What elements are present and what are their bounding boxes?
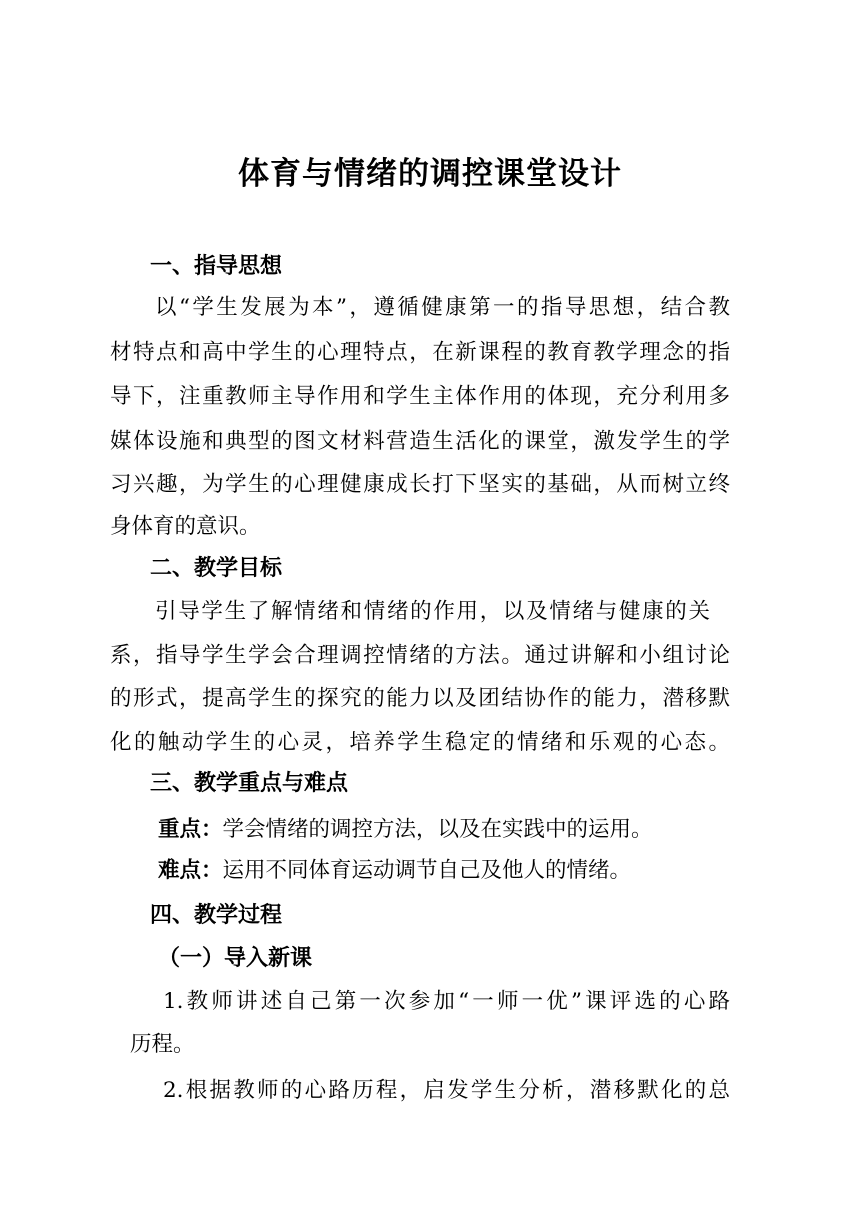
focus-text: 学会情绪的调控方法，以及在实践中的运用。 bbox=[222, 817, 653, 842]
paragraph-line: 的形式，提高学生的探究的能力以及团结协作的能力，潜移默 bbox=[110, 686, 730, 711]
difficulty-label: 难点： bbox=[158, 858, 223, 883]
paragraph-line: 习兴趣，为学生的心理健康成长打下坚实的基础，从而树立终 bbox=[110, 472, 730, 497]
section-heading-key-points: 三、教学重点与难点 bbox=[150, 771, 349, 796]
paragraph-line: 媒体设施和典型的图文材料营造生活化的课堂，激发学生的学 bbox=[110, 429, 730, 454]
section-heading-teaching-goals: 二、教学目标 bbox=[150, 556, 283, 581]
list-item-line: 历程。 bbox=[130, 1032, 195, 1057]
paragraph-line: 导下，注重教师主导作用和学生主体作用的体现，充分利用多 bbox=[110, 384, 730, 409]
focus-line bbox=[158, 812, 653, 843]
list-item-line: 2.根据教师的心路历程，启发学生分析，潜移默化的总 bbox=[163, 1078, 730, 1103]
section-heading-teaching-process: 四、教学过程 bbox=[150, 903, 283, 928]
paragraph-line: 化的触动学生的心灵，培养学生稳定的情绪和乐观的心态。 bbox=[110, 730, 730, 755]
paragraph-line: 系，指导学生学会合理调控情绪的方法。通过讲解和小组讨论 bbox=[110, 643, 730, 668]
subsection-heading-introduction: （一）导入新课 bbox=[158, 946, 313, 971]
paragraph-line: 身体育的意识。 bbox=[110, 514, 261, 539]
paragraph-line: 以“学生发展为本”，遵循健康第一的指导思想，结合教 bbox=[155, 295, 730, 320]
paragraph-line: 引导学生了解情绪和情绪的作用，以及情绪与健康的关 bbox=[155, 599, 710, 624]
document-title: 体育与情绪的调控课堂设计 bbox=[238, 156, 622, 192]
difficulty-line bbox=[158, 853, 631, 884]
paragraph-line: 材特点和高中学生的心理特点，在新课程的教育教学理念的指 bbox=[110, 340, 730, 365]
list-item-line: 1.教师讲述自己第一次参加“一师一优”课评选的心路 bbox=[163, 989, 730, 1014]
section-heading-guiding-ideology: 一、指导思想 bbox=[150, 254, 283, 279]
difficulty-text: 运用不同体育运动调节自己及他人的情绪。 bbox=[222, 858, 632, 883]
focus-label: 重点： bbox=[158, 817, 223, 842]
